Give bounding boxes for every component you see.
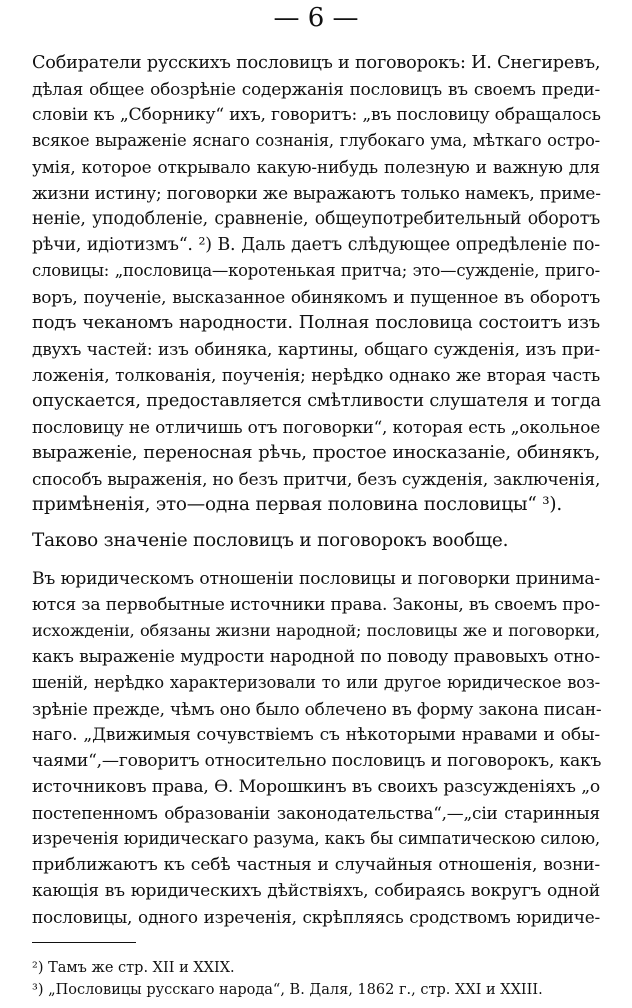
text-line: рѣчи, идіотизмъ“. ²) В. Даль даетъ слѣдующее опредѣленіе по- (32, 235, 600, 255)
text-line: пословицу не отличишь отъ поговорки“, которая есть „окольное (32, 417, 600, 437)
text-line: неніе, уподобленіе, сравненіе, общеупотребительный оборотъ (32, 209, 600, 229)
footnote-divider (32, 942, 136, 943)
text-line: способъ выраженія, но безъ притчи, безъ сужденія, заключенія, (32, 469, 601, 489)
text-line: исхожденіи, обязаны жизни народной; пословицы же и поговорки, (32, 621, 600, 640)
text-line: постепенномъ образованіи законодательства“,—„сіи старинныя (32, 803, 600, 823)
text-line: какъ выраженіе мудрости народной по поводу правовыхъ отно- (32, 647, 600, 667)
footnote-3: ³) „Пословицы русскаго народа“, В. Даля, 1862 г., стр. XXI и XXIII. (32, 982, 543, 998)
text-line: ложенія, толкованія, поученія; нерѣдко однако же вторая часть (32, 365, 600, 385)
text-line: выраженіе, переносная рѣчь, простое иносказаніе, обинякъ, (32, 442, 600, 463)
text-line: примѣненія, это—одна первая половина пословицы“ ³). (32, 494, 562, 515)
text-line: дѣлая общее обозрѣніе содержанія пословицъ въ своемъ преди- (32, 79, 600, 99)
footnote-2: ²) Тамъ же стр. XII и XXIX. (32, 960, 235, 976)
text-line: словицы: „пословица—коротенькая притча; это—сужденіе, приго- (32, 261, 600, 280)
text-line: кающія въ юридическихъ дѣйствіяхъ, собираясь вокругъ одной (32, 881, 600, 901)
text-line: зрѣніе прежде, чѣмъ оно было облечено въ форму закона писан- (32, 699, 602, 719)
text-line: наго. „Движимыя сочувствіемъ съ нѣкоторыми нравами и обы- (32, 725, 600, 745)
text-line: приближаютъ къ себѣ частныя и случайныя отношенія, возни- (32, 855, 600, 875)
text-line: воръ, поученіе, высказанное обинякомъ и пущенное въ оборотъ (32, 287, 600, 307)
text-line: опускается, предоставляется смѣтливости слушателя и тогда (32, 391, 601, 411)
text-line: подъ чеканомъ народности. Полная пословица состоитъ изъ (32, 312, 600, 333)
text-line: изреченія юридическаго разума, какъ бы симпатическою силою, (32, 829, 600, 848)
text-line: жизни истину; поговорки же выражаютъ только намекъ, приме- (32, 183, 601, 203)
page-number: — 6 — (273, 3, 359, 33)
text-line: Въ юридическомъ отношеніи пословицы и поговорки принима- (32, 569, 600, 589)
text-line: чаями“,—говоритъ относительно пословицъ и поговорокъ, какъ (32, 751, 602, 771)
text-line: словіи къ „Сборнику“ ихъ, говоритъ: „въ пословицу обращалось (32, 105, 601, 125)
text-line: умія, которое открывало какую-нибудь полезную и важную для (32, 157, 600, 177)
text-line: Таково значеніе пословицъ и поговорокъ вообще. (32, 530, 509, 551)
text-line: всякое выраженіе яснаго сознанія, глубокаго ума, мѣткаго остро- (32, 131, 600, 150)
text-line: Собиратели русскихъ пословицъ и поговорокъ: И. Снегиревъ, (32, 53, 601, 73)
text-line: пословицы, одного изреченія, скрѣпляясь сродствомъ юридиче- (32, 907, 600, 927)
text-line: источниковъ права, Ѳ. Морошкинъ въ своихъ разсужденіяхъ „о (32, 777, 600, 797)
text-line: ются за первобытные источники права. Законы, въ своемъ про- (32, 595, 600, 615)
text-line: шеній, нерѣдко характеризовали то или другое юридическое воз- (32, 673, 600, 692)
text-line: двухъ частей: изъ обиняка, картины, общаго сужденія, изъ при- (32, 339, 600, 359)
